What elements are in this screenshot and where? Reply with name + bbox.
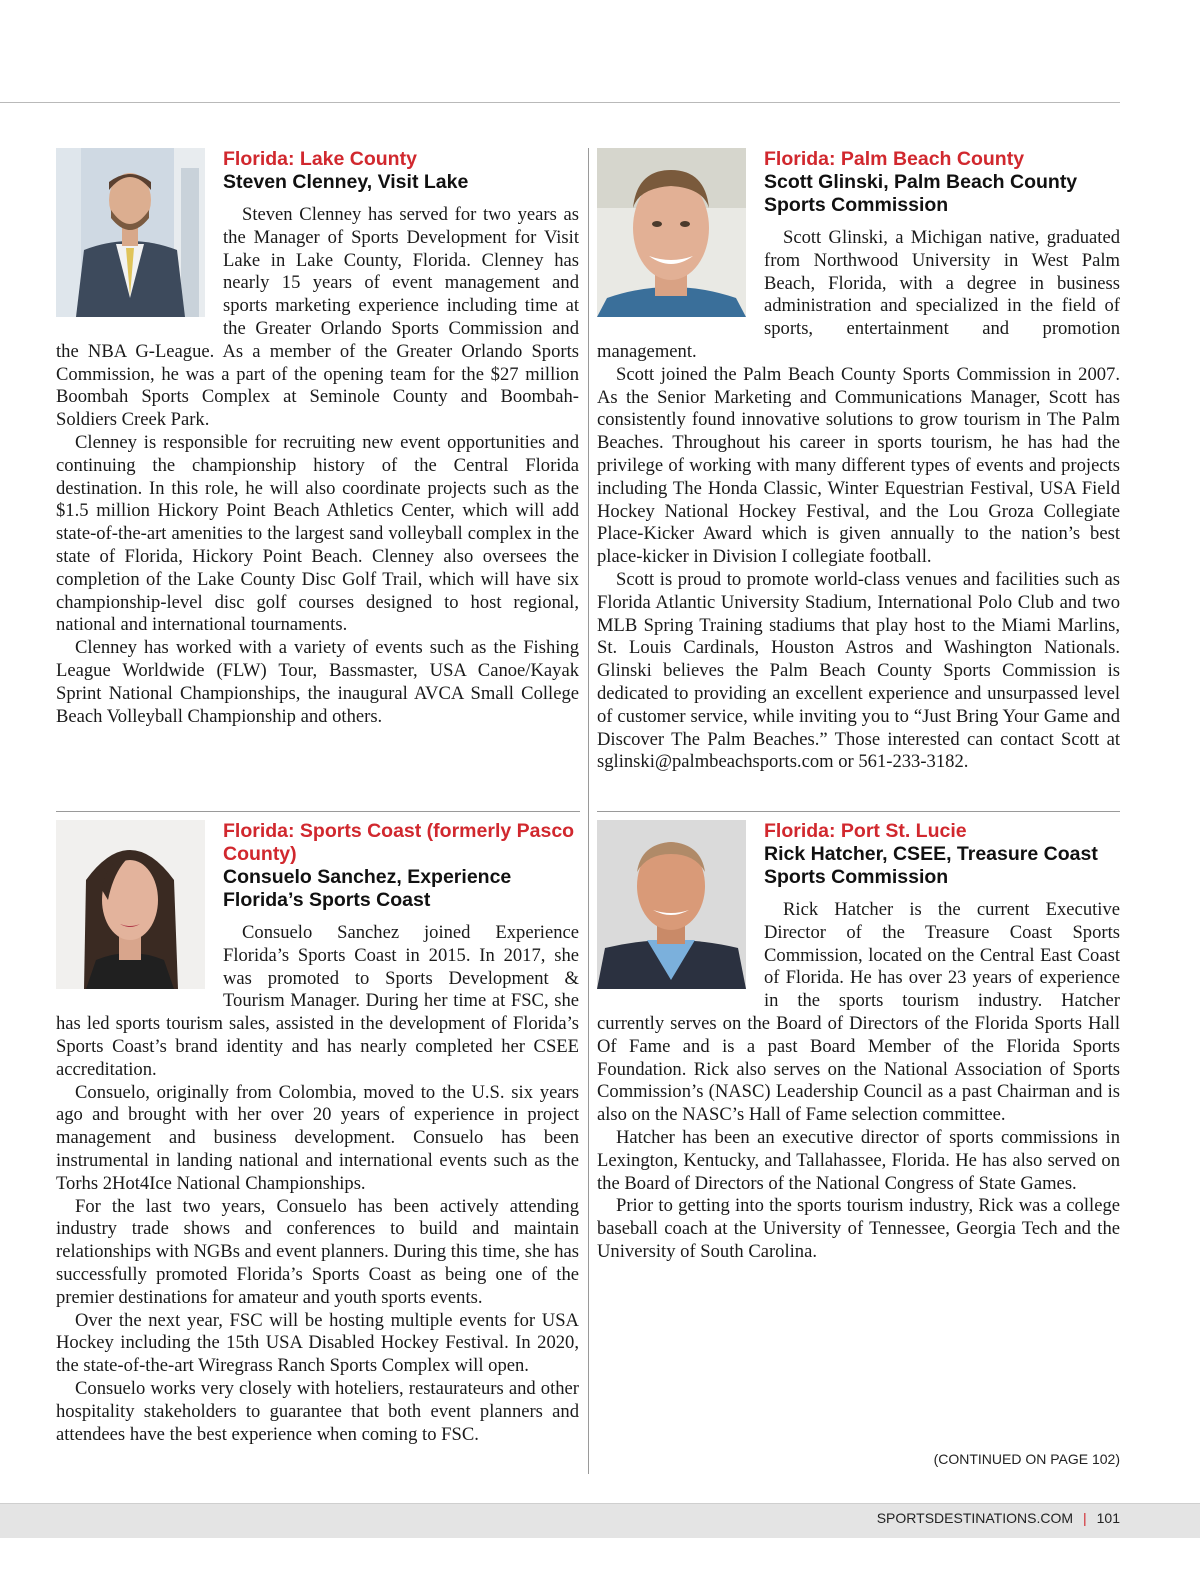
site-name: SPORTSDESTINATIONS.COM: [876, 1510, 1073, 1526]
paragraph: Prior to getting into the sports tourism industry, Rick was a college baseball coach at the University of Tennessee, Georgia Tech and the University of South Carolina.: [597, 1195, 1120, 1262]
profile-lake-county: [56, 148, 579, 728]
paragraph: Scott is proud to promote world-class venues and facilities such as Florida Atlantic University Stadium, International Polo Club and two MLB Spring Training stadiums that play host to the Miami Marlins, St. Louis Cardinals, Houston Astros and Washington Nationals. Glinski believes the Palm Beach County Sports Commission is dedicated to providing an excellent experience and unsurpassed level of customer service, while inviting you to “Just Bring Your Game and Discover The Palm Beaches.” Those interested can contact Scott at sglinski@palmbeachsports.com or 561-233-3182.: [597, 568, 1120, 773]
paragraph: Consuelo works very closely with hoteliers, restaurateurs and other hospitality stakeholders to guarantee that both event planners and attendees have the best experience when coming to FSC.: [56, 1377, 579, 1445]
paragraph: Consuelo Sanchez joined Experience Florida’s Sports Coast in 2015. In 2017, she was promoted to Sports Development & Tourism Manager. During her time at FSC, she has led sports tourism sales, assisted in the development of Florida’s Sports Coast’s brand identity and has nearly completed her CSEE accreditation.: [56, 922, 579, 1080]
profile-palm-beach-county: [597, 148, 1120, 774]
page-number: 101: [1096, 1510, 1120, 1526]
paragraph: Clenney has worked with a variety of events such as the Fishing League Worldwide (FLW) Tour, Bassmaster, USA Canoe/Kayak Sprint National Championships, the inaugural AVCA Small College Beach Volleyball Championship and others.: [56, 637, 579, 727]
top-rule: [0, 102, 1120, 103]
portrait-photo-consuelo-sanchez: [56, 820, 205, 989]
person-heading: Consuelo Sanchez, Experience Florida’s Sports Coast: [223, 866, 512, 911]
row-divider-right: [597, 811, 1120, 812]
portrait-photo-rick-hatcher: [597, 820, 746, 989]
person-heading: Scott Glinski, Palm Beach County Sports Commission: [764, 171, 1078, 216]
profile-sports-coast: [56, 820, 579, 1446]
row-divider-left: [56, 811, 580, 812]
paragraph: Scott joined the Palm Beach County Sports Commission in 2007. As the Senior Marketing and Communications Manager, Scott has consistently found innovative solutions to grow tourism in The Palm Beaches. Throughout his career in sports tourism, he has had the privilege of working with many different types of events and projects including The Honda Classic, Winter Equestrian Festival, USA Field Hockey National Hockey Festival, and the Lou Groza Collegiate Place-Kicker Award which is given annually to the nation’s best place-kicker in Division I collegiate football.: [597, 363, 1120, 568]
paragraph: Over the next year, FSC will be hosting multiple events for USA Hockey including the 15th USA Disabled Hockey Festival. In 2020, the state-of-the-art Wiregrass Ranch Sports Complex will open.: [56, 1309, 579, 1377]
continued-note: (CONTINUED ON PAGE 102): [933, 1451, 1120, 1467]
person-heading: Steven Clenney, Visit Lake: [223, 171, 469, 193]
portrait-photo-steven-clenney: [56, 148, 205, 317]
footer-separator: |: [1083, 1510, 1087, 1526]
paragraph: Consuelo, originally from Colombia, moved to the U.S. six years ago and brought with her over 20 years of experience in project management and business development. Consuelo has been instrumental in landing national and international events such as the Torhs 2Hot4Ice National Championships.: [56, 1081, 579, 1194]
person-heading: Rick Hatcher, CSEE, Treasure Coast Sports Commission: [764, 843, 1098, 888]
footer: [877, 1510, 1120, 1526]
region-heading: Florida: Lake County: [223, 148, 417, 170]
paragraph: Rick Hatcher is the current Executive Director of the Treasure Coast Sports Commission, located on the Central East Coast of Florida. He has over 23 years of experience in the sports tourism industry. Hatcher currently serves on the Board of Directors of the Florida Sports Hall Of Fame and is a past Board Member of the Florida Sports Foundation. Rick also serves on the National Association of Sports Commission’s (NASC) Leadership Council as a past Chairman and is also on the NASC’s Hall of Fame selection committee.: [597, 899, 1120, 1126]
paragraph: Scott Glinski, a Michigan native, graduated from Northwood University in West Palm Beach, Florida, with a degree in business administration and specialized in the field of sports, entertainment and promotion management.: [597, 227, 1120, 362]
profile-body: [56, 922, 579, 1446]
paragraph: Clenney is responsible for recruiting new event opportunities and continuing the championship history of the Central Florida destination. In this role, he will also coordinate projects such as the $1.5 million Hickory Point Beach Athletics Center, which will add state-of-the-art amenities to the largest sand volleyball complex in the state of Florida, Hickory Point Beach. Clenney also oversees the completion of the Lake County Disc Golf Trail, which will have six championship-level disc golf courses designed to host regional, national and international tournaments.: [56, 431, 579, 636]
region-heading: Florida: Port St. Lucie: [764, 820, 967, 842]
paragraph: Steven Clenney has served for two years as the Manager of Sports Development for Visit Lake in Lake County, Florida. Clenney has nearly 15 years of event management and sports marketing experience including time at the Greater Orlando Sports Commission and the NBA G-League. As a member of the Greater Orlando Sports Commission, he was a part of the opening team for the $27 million Boombah Sports Complex at Seminole County and Boombah-Soldiers Creek Park.: [56, 204, 579, 431]
column-divider: [588, 148, 589, 1474]
portrait-photo-scott-glinski: [597, 148, 746, 317]
region-heading: Florida: Sports Coast (formerly Pasco County): [223, 820, 575, 865]
region-heading: Florida: Palm Beach County: [764, 148, 1025, 170]
profile-port-st-lucie: [597, 820, 1120, 1264]
paragraph: For the last two years, Consuelo has been actively attending industry trade shows and conferences to build and maintain relationships with NGBs and event planners. During this time, she has successfully promoted Florida’s Sports Coast as being one of the premier destinations for amateur and youth sports events.: [56, 1195, 579, 1308]
paragraph: Hatcher has been an executive director of sports commissions in Lexington, Kentucky, and Tallahassee, Florida. He has also served on the Board of Directors of the National Congress of State Games.: [597, 1126, 1120, 1194]
